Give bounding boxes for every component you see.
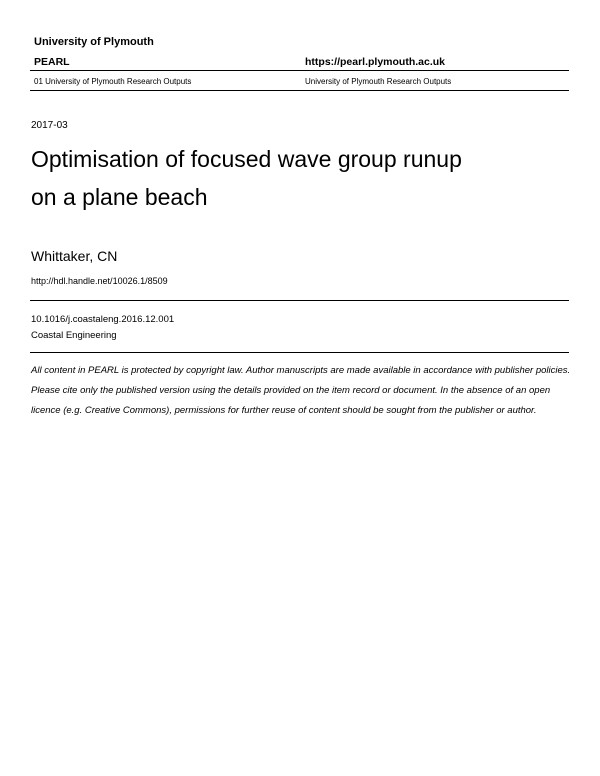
header-divider-top [30,70,569,71]
document-title: Optimisation of focused wave group runup on a plane beach [31,146,462,210]
repository-name: PEARL [34,56,70,68]
doi-link[interactable]: 10.1016/j.coastaleng.2016.12.001 [31,314,175,325]
institution-name: University of Plymouth [34,36,154,48]
header-divider-bottom [30,90,569,91]
collection-name-left: 01 University of Plymouth Research Outputs [34,77,192,86]
collection-name-right: University of Plymouth Research Outputs [305,77,452,86]
journal-name: Coastal Engineering [31,330,117,341]
record-divider-top [30,300,569,301]
copyright-notice: All content in PEARL is protected by copyright law. Author manuscripts are made available in accordance with publisher policies. Please cite only the published version using the details provided on the item record or document. In the absence of an open licence (e.g. Creative Commons), permissions for further reuse of content should be sought from the publisher or author. [31,365,571,416]
author-name: Whittaker, CN [31,248,118,264]
record-divider-bottom [30,352,569,353]
repository-url[interactable]: https://pearl.plymouth.ac.uk [305,56,446,68]
handle-link[interactable]: http://hdl.handle.net/10026.1/8509 [31,276,168,286]
publication-date: 2017-03 [31,120,68,131]
